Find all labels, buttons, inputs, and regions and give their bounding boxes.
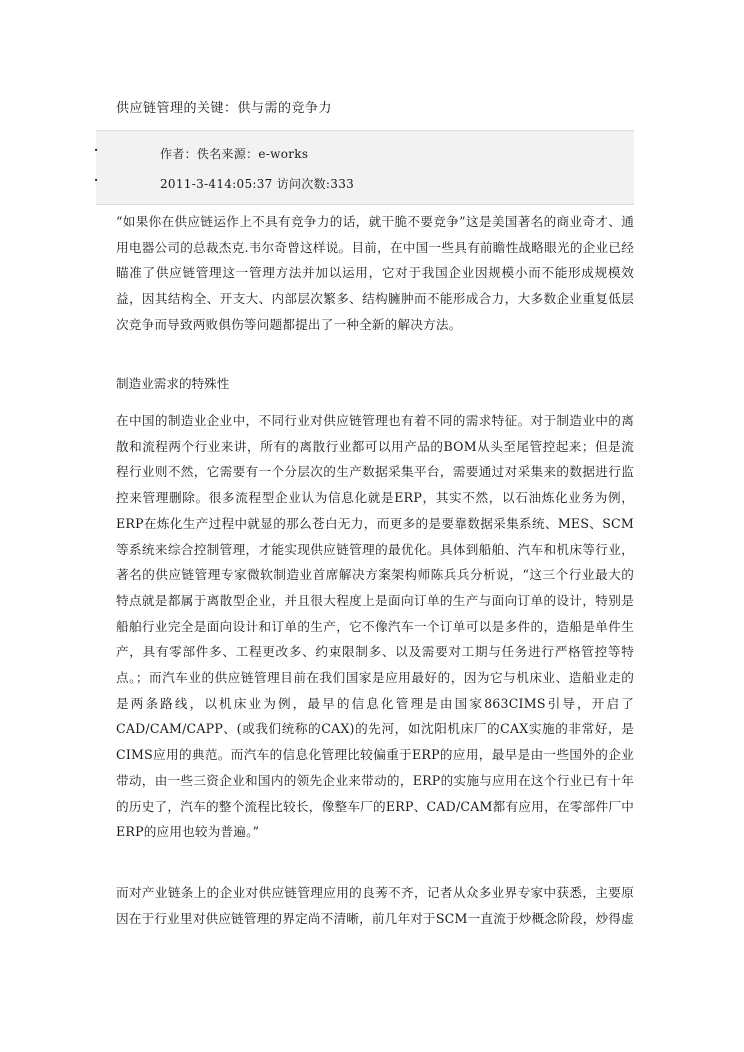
section-heading: 制造业需求的特殊性: [116, 376, 230, 391]
paragraph-intro: “如果你在供应链运作上不具有竞争力的话，就干脆不要竞争”这是美国著名的商业奇才、通用电器公司的总裁杰克.韦尔奇曾这样说。目前，在中国一些具有前瞻性战略眼光的企业已经瞄准了供应链管理这一管理方法并加以运用，它对于我国企业因规模小而不能形成规模效益，因其结构全、开支大、内部层次繁多、结构臃肿而不能形成合力，大多数企业重复低层次竞争而导致两败俱伤等问题都提出了一种全新的解决方法。: [116, 214, 634, 332]
paragraph-industry-chain: 而对产业链条上的企业对供应链管理应用的良莠不齐，记者从众多业界专家中获悉，主要原因在于行业里对供应链管理的界定尚不清晰，前几年对于SCM一直流于炒概念阶段，炒得虚: [116, 885, 634, 926]
paragraph-manufacturing: 在中国的制造业企业中，不同行业对供应链管理也有着不同的需求特征。对于制造业中的离散和流程两个行业来讲，所有的离散行业都可以用产品的BOM从头至尾管控起来；但是流程行业则不然，它需要有一个分层次的生产数据采集平台，需要通过对采集来的数据进行监控来管理删除。很多流程型企业认为信息化就是ERP，其实不然，以石油炼化业务为例，ERP在炼化生产过程中就显的那么苍白无力，而更多的是要靠数据采集系统、MES、SCM等系统来综合控制管理，才能实现供应链管理的最优化。具体到船舶、汽车和机床等行业，著名的供应链管理专家微软制造业首席解决方案架构师陈兵兵分析说，“这三个行业最大的特点就是都属于离散型企业，并且很大程度上是面向订单的生产与面向订单的设计，特别是船舶行业完全是面向设计和订单的生产，它不像汽车一个订单可以是多件的，造船是单件生产，具有零部件多、工程更改多、约束限制多、以及需要对工期与任务进行严格管控等特点。；而汽车业的供应链管理目前在我们国家是应用最好的，因为它与机床业、造船业走的是两条路线，以机床业为例，最早的信息化管理是由国家863CIMS引导，开启了CAD/CAM/CAPP、(或我们统称的CAX)的先河，如沈阳机床厂的CAX实施的非常好，是CIMS应用的典范。而汽车的信息化管理比较偏重于ERP的应用，最早是由一些国外的企业带动，由一些三资企业和国内的领先企业来带动的，ERP的实施与应用在这个行业已有十年的历史了，汽车的整个流程比较长，像整车厂的ERP、CAD/CAM都有应用，在零部件厂中ERP的应用也较为普遍。”: [116, 413, 634, 840]
article-meta-box: [96, 130, 634, 205]
page-title: 供应链管理的关键：供与需的竞争力: [116, 101, 333, 116]
author-source-line: 作者：佚名来源：e-works: [160, 147, 309, 161]
meta-bullet: ·: [94, 173, 99, 187]
meta-bullet: ·: [94, 143, 99, 157]
date-views-line: 2011-3-414:05:37 访问次数:333: [160, 177, 355, 191]
